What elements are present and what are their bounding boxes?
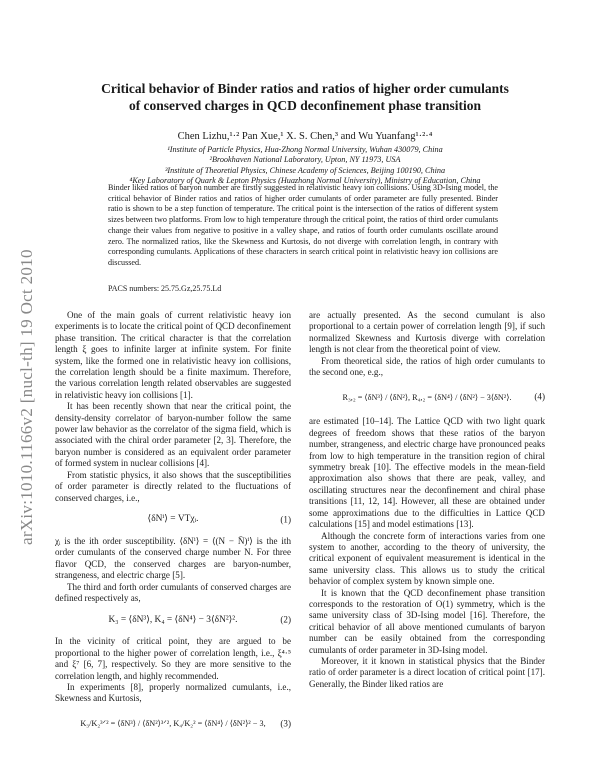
left-column <box>55 310 291 743</box>
equation-body: R₃,₂ = ⟨δN³⟩ / ⟨δN²⟩, R₄,₂ = ⟨δN⁴⟩ / ⟨δN²⟩ − 3⟨δN²⟩. <box>342 392 512 402</box>
equation-number: (2) <box>280 614 291 625</box>
paragraph: One of the main goals of current relativistic heavy ion experiments is to locate the critical point of QCD deconfinement phase transition. The critical character is that the correlation length ξ goes to infinite larger at infinite system. For finite system, like the formed one in relativistic heavy ion collisions, the correlation length should be a finite maximum. Therefore, the various correlation length related observables are suggested in relativistic heavy ion collisions [1]. <box>55 310 291 400</box>
affiliation-1: ¹Institute of Particle Physics, Hua-Zhong Normal University, Wuhan 430079, China <box>167 145 443 154</box>
paragraph: From theoretical side, the ratios of high order cumulants to the second one, e.g., <box>309 355 545 378</box>
title-line-1: Critical behavior of Binder ratios and ratios of higher order cumulants <box>101 81 509 96</box>
arxiv-identifier: arXiv:1010.1166v2 [nucl-th] 19 Oct 2010 <box>17 249 36 545</box>
equation-number: (1) <box>280 514 291 525</box>
equation-number: (4) <box>534 391 545 402</box>
paragraph: It is known that the QCD deconfinement phase transition corresponds to the restoration of O(1) symmetry, which is the same university class of 3D-Ising model [16]. Therefore, the critical behavior of all above mentioned cumulants of baryon number can be easily obtained from the corresponding cumulants of order parameter in 3D-Ising model. <box>309 587 545 655</box>
paragraph: The third and forth order cumulants of conserved charges are defined respectively as, <box>55 581 291 603</box>
paragraph: χᵢ is the ith order susceptibility. ⟨δNⁱ⟩ = ⟨(N − N̄)ⁱ⟩ is the ith order cumulants of the conserved charge number N. For three flavor QCD, the conserved charges are baryon-number, strangeness, and electric charge [5]. <box>55 535 291 581</box>
paper-header <box>90 80 520 187</box>
equation-body: K₃ = ⟨δN³⟩, K₄ = ⟨δN⁴⟩ − 3⟨δN²⟩². <box>108 614 238 625</box>
affiliations <box>90 145 520 187</box>
equation-3 <box>55 710 291 738</box>
affiliation-4: ⁴Key Laboratory of Quark & Lepton Physics (Huazhong Normal University), Ministry of Education, China <box>129 176 481 186</box>
paragraph: In the vicinity of critical point, they are argued to be proportional to the higher power of correlation length, i.e., ξ⁴·⁵ and ξ⁷ [6, 7], respectively. So they are more sensitive to the correlation length, and highly recommended. <box>55 636 291 681</box>
pacs-numbers: PACS numbers: 25.75.Gz,25.75.Ld <box>108 284 222 293</box>
paragraph: In experiments [8], properly normalized cumulants, i.e., Skewness and Kurtosis, <box>55 681 291 704</box>
title-line-2: of conserved charges in QCD deconfinement phase transition <box>128 98 482 113</box>
affiliation-3: ³Institute of Theoretial Physics, Chinese Academy of Sciences, Beijing 100190, China <box>164 165 446 175</box>
paragraph: Moreover, it it known in statistical physics that the Binder ratio of order parameter is a direct location of critical point [17]. Generally, the Binder liked ratios are <box>309 655 545 689</box>
equation-2 <box>55 609 291 631</box>
right-column <box>309 310 545 690</box>
abstract: Binder liked ratios of baryon number are firstly suggested in relativistic heavy ion collisions. Using 3D-Ising model, the critical behavior of Binder ratios and ratios of higher order cumulants of order parameter are fully presented. Binder ratio is shown to be a step function of temperature. The critical point is the intersection of the ratios of different system sizes between two platforms. From low to high temperature through the critical point, the ratios of third order cumulants change their values from negative to positive in a valley shape, and ratios of fourth order cumulants oscillate around zero. The normalized ratios, like the Skewness and Kurtosis, do not diverge with correlation length, in contrary with corresponding cumulants. Applications of these characters in search critical point in relativistic heavy ion collisions are discussed. <box>108 183 498 267</box>
paper-title <box>90 80 520 114</box>
paragraph: are estimated [10–14]. The Lattice QCD with two light quark degrees of freedom shows that these ratios of the baryon number, strangeness, and electric charge have pronounced peaks from low to high temperature in the transition region of chiral symmetry break [10]. The effective models in the mean-field approximation also shows that there are peak, valley, and oscillating structures near the deconfinement and chiral phase transitions [11, 12, 14]. However, all these are obtained under some approximations due to the difficulties in Lattice QCD calculations [15] and model estimations [13]. <box>309 416 545 530</box>
equation-body: ⟨δNⁱ⟩ = VTχᵢ. <box>147 514 199 525</box>
equation-1 <box>55 509 291 531</box>
equation-body: K₃/K₂³ᐟ² = ⟨δN³⟩ / ⟨δN²⟩³ᐟ², K₄/K₂² = ⟨δN⁴⟩ / ⟨δN²⟩² − 3, <box>80 719 266 729</box>
author-list: Chen Lizhu,¹·² Pan Xue,¹ X. S. Chen,³ and Wu Yuanfang¹·²·⁴ <box>177 131 433 142</box>
equation-4 <box>309 383 545 411</box>
paragraph: It has been recently shown that near the critical point, the density-density correlator of baryon-number follow the same power law behavior as the correlator of the sigma field, which is associated with the chiral order parameter [2, 3]. Therefore, the baryon number is considered as an equivalent order parameter of formed system in nuclear collisions [4]. <box>55 401 291 469</box>
affiliation-2: ²Brookhaven National Laboratory, Upton, NY 11973, USA <box>209 155 401 165</box>
paragraph: Although the concrete form of interactions varies from one system to another, according to the theory of university, the critical exponent of equivalent measurement is identical in the same university class. This allows us to study the critical behavior of complex system by known simple one. <box>309 530 545 587</box>
equation-number: (3) <box>280 718 291 729</box>
paragraph: From statistic physics, it also shows that the susceptibilities of order parameter is directly related to the fluctuations of conserved charges, i.e., <box>55 469 291 503</box>
paragraph: are actually presented. As the second cumulant is also proportional to a certain power of correlation length [9], if such normalized Skewness and Kurtosis diverge with correlation length is not clear from the theoretical point of view. <box>309 310 545 355</box>
